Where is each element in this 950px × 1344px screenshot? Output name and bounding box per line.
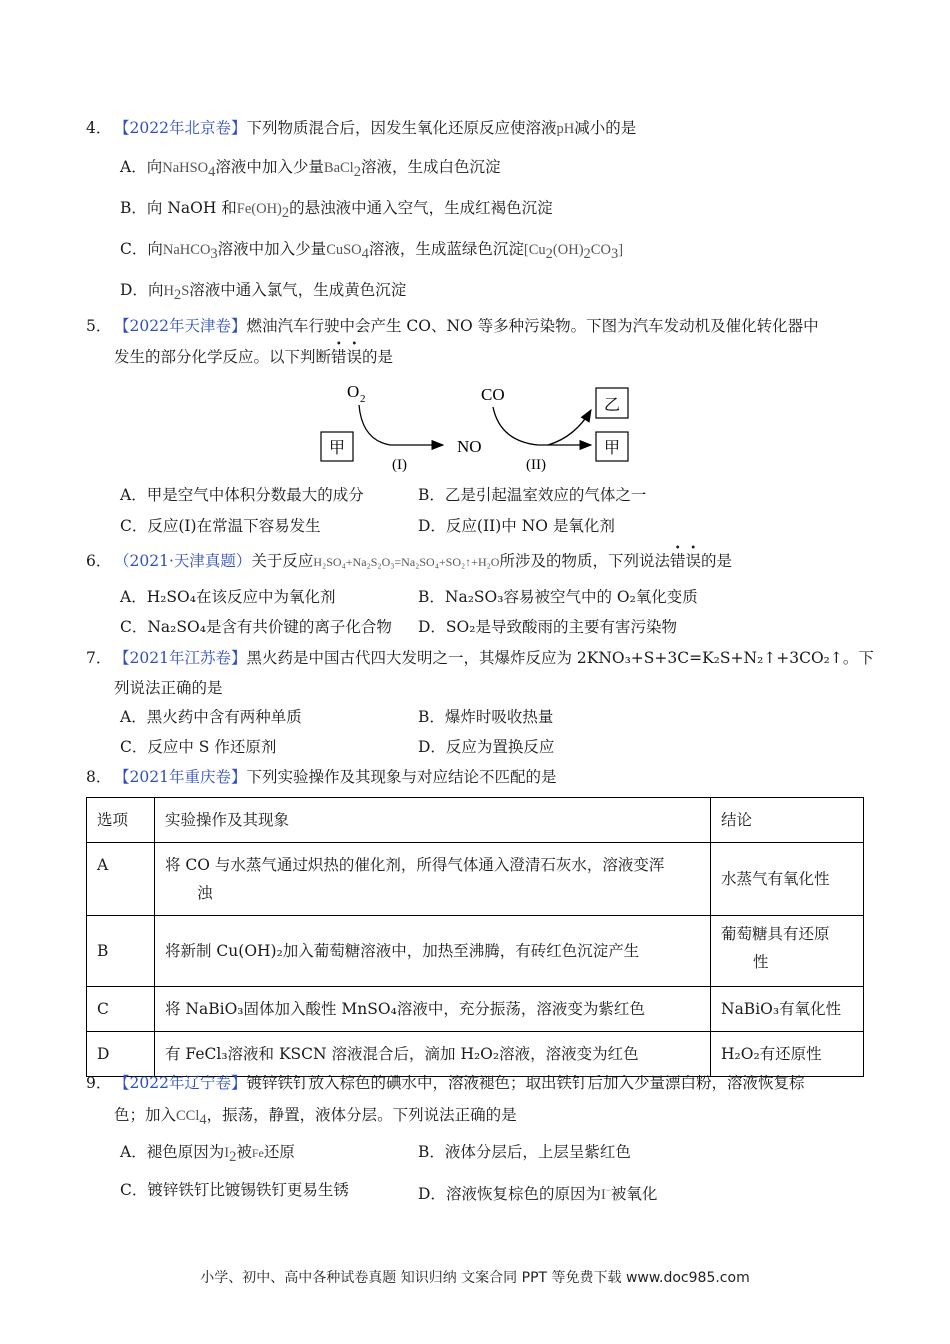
option-7c: C．反应中 S 作还原剂 [120,738,277,756]
question-stem-2: 列说法正确的是 [114,679,223,697]
formula-sub: 4 [208,164,216,181]
option-text: 溶液中通入氯气，生成黄色沉淀 [189,281,407,299]
option-5c: C．反应(I)在常温下容易发生 [120,517,321,535]
emphasis-char: 误 [685,552,702,570]
question-number: 9． [86,1074,112,1092]
cell-line: 将 CO 与水蒸气通过炽热的催化剂，所得气体通入澄清石灰水，溶液变浑 [165,856,665,874]
formula: NaHCO [162,242,211,258]
option-label: D． [120,281,148,299]
o2-subscript: 2 [360,393,366,405]
formula: ] [618,242,624,258]
option-text: 向 [146,158,163,176]
question-source: 【2021年重庆卷】 [114,768,247,786]
option-text: 褪色原因为 [146,1143,225,1161]
question-source: 【2022年辽宁卷】 [114,1074,247,1092]
formula: H [163,283,174,299]
co-label: CO [481,385,505,404]
formula-sub: 3 [610,246,619,263]
question-stem: 燃油汽车行驶中会产生 CO、NO 等多种污染物。下图为汽车发动机及催化转化器中 [246,317,819,335]
formula-sub: 2 [583,246,591,263]
question-4 [86,113,866,145]
emphasis-char: 误 [346,348,363,366]
formula-sub: 4 [361,246,369,263]
question-source: 【2021年江苏卷】 [114,649,247,667]
option-9b: B．液体分层后，上层呈紫红色 [418,1143,631,1161]
formula-sub: 2 [353,164,361,181]
cell-line: 性 [753,953,769,971]
arrow-reaction-1 [359,405,443,445]
option-6a: A．H₂SO₄在该反应中为氧化剂 [120,588,336,606]
option-label: A． [120,1143,147,1161]
option-text: 被氧化 [610,1185,658,1204]
option-5b: B．乙是引起温室效应的气体之一 [418,486,647,504]
jia-label: 甲 [329,440,346,457]
no-label: NO [457,437,482,456]
jia2-label: 甲 [604,440,621,457]
option-text: 溶液，生成蓝绿色沉淀 [368,240,524,258]
header-cell: 实验操作及其现象 [155,798,711,843]
formula: I [600,1187,606,1204]
question-stem-end: 的是 [362,348,394,366]
experiment-table [86,797,864,1077]
question-stem-2: ，振荡，静置，液体分层。下列说法正确的是 [206,1106,517,1124]
yi-label: 乙 [604,397,621,414]
formula: Fe(OH) [236,201,282,217]
option-text: 溶液中加入少量 [217,240,327,258]
option-6b: B．Na₂SO₃容易被空气中的 O₂氧化变质 [418,588,698,606]
cell-line: 葡萄糖具有还原 [721,925,830,943]
header-cell: 选项 [87,798,155,843]
table-row [87,916,864,987]
question-5 [86,311,866,373]
table-header-row [87,798,864,843]
formula-sub: 2 [281,205,290,222]
o2-label: O [347,382,360,401]
option-text: 被 [236,1143,252,1161]
table-cell: A [87,843,155,916]
option-6c: C．Na₂SO₄是含有共价键的离子化合物 [120,618,392,636]
option-label: D． [418,1185,446,1204]
question-stem: 下列实验操作及其现象与对应结论不匹配的是 [246,768,557,786]
emphasis-char: 错 [669,552,686,570]
option-7a: A．黑火药中含有两种单质 [120,708,302,726]
table-cell [155,987,711,1032]
option-5d: D．反应(II)中 NO 是氧化剂 [418,517,615,535]
option-6d: D．SO₂是导致酸雨的主要有害污染物 [418,618,677,636]
cell-line: NaBiO₃有氧化性 [721,1000,842,1018]
question-number: 8． [86,768,112,786]
option-4b [120,193,553,228]
reaction-1-label: (I) [392,457,407,473]
option-9d [418,1175,657,1210]
option-4d [120,275,406,310]
option-text: 还原 [263,1143,295,1161]
formula: S [181,283,190,299]
question-stem-2: 色；加入 [114,1106,177,1124]
equation: H₂SO₄+Na₂S₂O₃=Na₂SO₄+SO₂↑+H₂O [313,555,500,569]
formula: pH [556,121,575,137]
table-cell [155,843,711,916]
arrow-reaction-2 [493,407,591,445]
option-text: 向 NaOH 和 [146,199,237,217]
formula: Fe [251,1146,264,1160]
option-5a: A．甲是空气中体积分数最大的成分 [120,486,364,504]
emphasis-char: 错 [331,348,347,366]
cell-line: 水蒸气有氧化性 [721,870,830,888]
formula-sub: 3 [210,246,218,263]
question-7 [86,643,874,703]
reaction-2-label: (II) [526,457,546,473]
formula: (OH) [552,242,584,258]
question-source: 【2022年北京卷】 [114,119,247,137]
option-text: 的悬浊液中通入空气，生成红褐色沉淀 [289,199,553,217]
option-7b: B．爆炸时吸收热量 [418,708,554,726]
option-text: 向 [147,240,163,258]
cell-line: 将新制 Cu(OH)₂加入葡萄糖溶液中，加热至沸腾，有砖红色沉淀产生 [165,942,640,960]
question-stem: 下列物质混合后，因发生氧化还原反应使溶液 [246,119,557,137]
question-stem-end: 的是 [701,552,733,570]
question-stem-end: 所涉及的物质，下列说法 [499,552,670,570]
page-footer: 小学、初中、高中各种试卷真题 知识归纳 文案合同 PPT 等免费下载 www.doc985.com [200,1270,750,1286]
option-4a [120,152,500,187]
table-row [87,987,864,1032]
formula-sub: 4 [199,1112,207,1129]
option-4c [120,234,623,269]
table-cell: D [87,1032,155,1077]
cell-line: 浊 [197,884,213,902]
header-cell: 结论 [711,798,864,843]
option-text: 溶液中加入少量 [215,158,324,176]
question-stem-end: 减小的是 [574,119,637,137]
option-9c: C．镀锌铁钉比镀锡铁钉更易生锈 [120,1181,349,1199]
option-label: C． [120,240,148,258]
table-cell [711,843,864,916]
formula-sub: 2 [173,287,182,304]
option-7d: D．反应为置换反应 [418,738,555,756]
formula: NaHSO [162,160,209,176]
question-6 [86,546,866,578]
table-cell [155,916,711,987]
table-cell [711,987,864,1032]
option-9a [120,1137,295,1172]
option-text: 溶液，生成白色沉淀 [360,158,501,176]
formula-sup: − [605,1185,611,1195]
question-source: （2021·天津真题） [114,552,252,570]
cell-line: 将 NaBiO₃固体加入酸性 MnSO₄溶液中，充分振荡，溶液变为紫红色 [165,1000,645,1018]
formula: BaCl [323,160,354,176]
question-number: 5． [86,317,112,335]
reaction-diagram [310,375,640,475]
formula: CO [590,242,611,258]
table-row [87,843,864,916]
question-number: 4． [86,119,112,137]
question-stem: 黑火药是中国古代四大发明之一，其爆炸反应为 2KNO₃+S+3C=K₂S+N₂↑+3CO₂↑。下 [246,649,874,667]
option-label: B． [120,199,147,217]
formula: CuSO [326,242,362,258]
question-stem: 关于反应 [251,552,314,570]
option-label: A． [120,158,147,176]
table-cell: C [87,987,155,1032]
option-text: 向 [147,281,164,299]
question-number: 6． [86,552,112,570]
question-number: 7． [86,649,112,667]
question-8 [86,762,866,793]
question-9 [86,1067,866,1136]
formula: [Cu [523,242,546,258]
arrow-to-yi [548,410,591,445]
option-text: 溶液恢复棕色的原因为 [445,1185,601,1204]
formula-sub: 2 [229,1149,237,1166]
formula: CCl [176,1108,200,1124]
question-stem: 镀锌铁钉放入棕色的碘水中，溶液褪色；取出铁钉后加入少量漂白粉，溶液恢复棕 [246,1074,805,1092]
question-source: 【2022年天津卷】 [114,317,247,335]
question-stem-2: 发生的部分化学反应。以下判断 [114,348,332,366]
formula: I [224,1145,230,1161]
cell-line: H₂O₂有还原性 [721,1045,822,1063]
formula-sub: 2 [545,246,553,263]
table-cell: B [87,916,155,987]
cell-line: 有 FeCl₃溶液和 KSCN 溶液混合后，滴加 H₂O₂溶液，溶液变为红色 [165,1045,639,1063]
table-cell [711,916,864,987]
